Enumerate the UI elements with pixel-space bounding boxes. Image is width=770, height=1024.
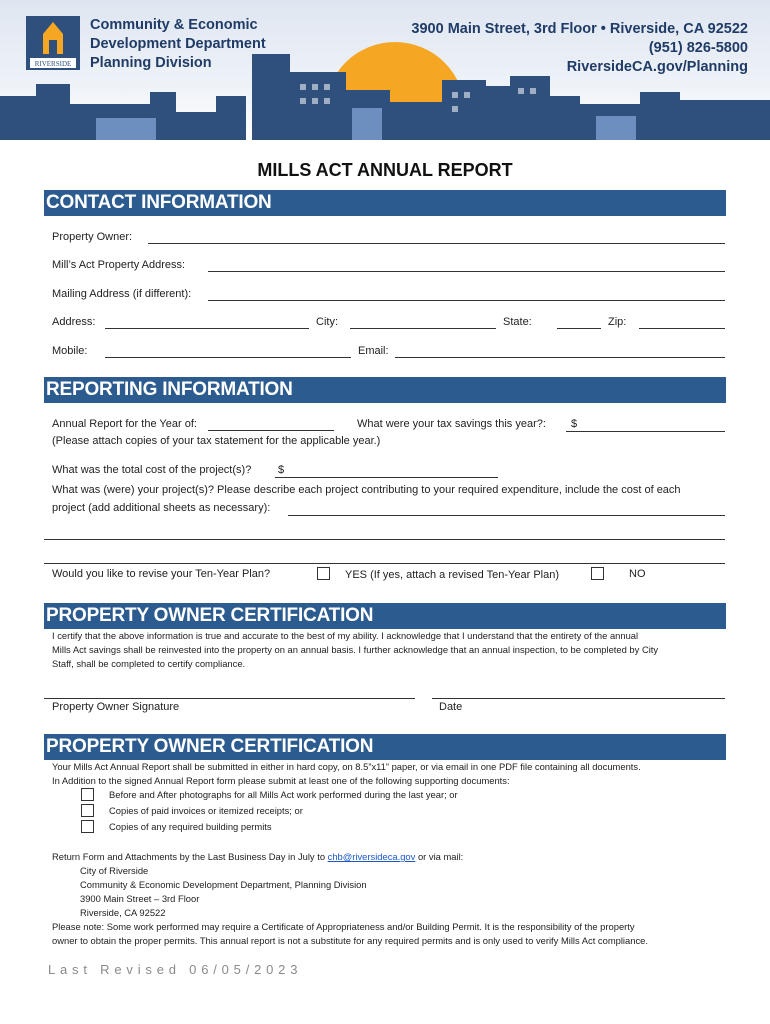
date-label: Date	[439, 701, 463, 713]
section-heading-reporting: REPORTING INFORMATION	[44, 377, 726, 403]
project-description-field-2[interactable]	[44, 539, 725, 540]
tax-savings-dollar: $	[571, 418, 578, 430]
page-title: MILLS ACT ANNUAL REPORT	[257, 160, 513, 180]
property-address-field[interactable]	[208, 271, 725, 272]
svg-text:RIVERSIDE: RIVERSIDE	[34, 60, 72, 68]
mailing-address-block: City of Riverside Community & Economic Development Department, Planning Division 3900 Main Street – 3rd Floor Riverside, CA 92522	[80, 865, 367, 918]
section-heading-submission: PROPERTY OWNER CERTIFICATION	[44, 734, 726, 760]
revise-plan-no-checkbox[interactable]	[591, 567, 604, 580]
signature-label: Property Owner Signature	[52, 701, 180, 713]
mailing-address-label: Mailing Address (if different):	[52, 288, 192, 300]
submission-intro: Your Mills Act Annual Report shall be submitted in either in hard copy, on 8.5”x11” paper, or via email in one PDF file containing all documents. In Addition to the signed Annual Report form please submit at least one of the following supporting documents:	[52, 761, 641, 786]
project-description-field-3[interactable]	[44, 563, 725, 564]
doc-permits-checkbox[interactable]	[81, 820, 94, 833]
address-label: Address:	[52, 316, 96, 328]
describe-project-line1: What was (were) your project(s)? Please describe each project contributing to your required expenditure, include the cost of each	[52, 484, 681, 496]
revise-plan-yes-checkbox[interactable]	[317, 567, 330, 580]
doc-photos-checkbox[interactable]	[81, 788, 94, 801]
return-instructions: Return Form and Attachments by the Last Business Day in July to chb@riversideca.gov or via mail:	[52, 851, 464, 862]
doc-permits-label: Copies of any required building permits	[109, 821, 272, 832]
report-year-field[interactable]	[208, 430, 334, 431]
mobile-field[interactable]	[105, 357, 351, 358]
tax-savings-label: What were your tax savings this year?:	[357, 418, 546, 430]
doc-invoices-label: Copies of paid invoices or itemized receipts; or	[109, 805, 303, 816]
city-seal-logo	[24, 14, 82, 72]
tax-savings-field[interactable]	[566, 431, 725, 432]
state-field[interactable]	[557, 328, 601, 329]
department-address: 3900 Main Street, 3rd Floor • Riverside, CA 92522 (951) 826-5800 RiversideCA.gov/Planning	[411, 21, 748, 75]
submission-email-link[interactable]: chb@riversideca.gov	[327, 851, 416, 862]
total-cost-label: What was the total cost of the project(s)?	[52, 464, 252, 476]
revise-plan-no-label: NO	[629, 568, 646, 580]
revise-plan-question: Would you like to revise your Ten-Year Plan?	[52, 568, 271, 580]
section-heading-certification: PROPERTY OWNER CERTIFICATION	[44, 603, 726, 629]
certification-statement: I certify that the above information is true and accurate to the best of my ability. I acknowledge that I understand that the entirety of the annual Mills Act savings shall be reinvested into the property on an annual basis. I further acknowledge that an annual inspection, to be completed by City Staff, shall be completed to certify compliance.	[52, 630, 659, 669]
property-owner-label: Property Owner:	[52, 231, 133, 243]
signature-field[interactable]	[44, 698, 415, 699]
zip-label: Zip:	[608, 316, 627, 328]
mobile-label: Mobile:	[52, 345, 88, 357]
email-label: Email:	[358, 345, 389, 357]
attach-statement-note: (Please attach copies of your tax statement for the applicable year.)	[52, 435, 381, 447]
last-revised-footer: Last Revised 06/05/2023	[48, 962, 303, 977]
describe-project-line2: project (add additional sheets as necessary):	[52, 502, 271, 514]
property-address-label: Mill’s Act Property Address:	[52, 259, 186, 271]
property-owner-field[interactable]	[148, 243, 725, 244]
city-field[interactable]	[350, 328, 496, 329]
report-year-label: Annual Report for the Year of:	[52, 418, 197, 430]
mailing-address-field[interactable]	[208, 300, 725, 301]
project-description-field[interactable]	[288, 515, 725, 516]
date-field[interactable]	[432, 698, 725, 699]
email-field[interactable]	[395, 357, 725, 358]
doc-invoices-checkbox[interactable]	[81, 804, 94, 817]
header-banner	[0, 0, 770, 140]
doc-photos-label: Before and After photographs for all Mills Act work performed during the last year; or	[109, 789, 458, 800]
zip-field[interactable]	[639, 328, 725, 329]
revise-plan-yes-label: YES (If yes, attach a revised Ten-Year Plan)	[345, 569, 560, 581]
section-heading-contact: CONTACT INFORMATION	[44, 190, 726, 216]
state-label: State:	[503, 316, 532, 328]
city-label: City:	[316, 316, 338, 328]
total-cost-dollar: $	[278, 464, 285, 476]
department-name: Community & Economic Development Department Planning Division	[90, 17, 266, 71]
total-cost-field[interactable]	[275, 477, 498, 478]
address-field[interactable]	[105, 328, 309, 329]
permit-note: Please note: Some work performed may require a Certificate of Appropriateness and/or Building Permit. It is the responsibility of the property owner to obtain the proper permits. This annual report is not a substitute for any required permits and is only used to verify Mills Act compliance.	[52, 921, 648, 946]
